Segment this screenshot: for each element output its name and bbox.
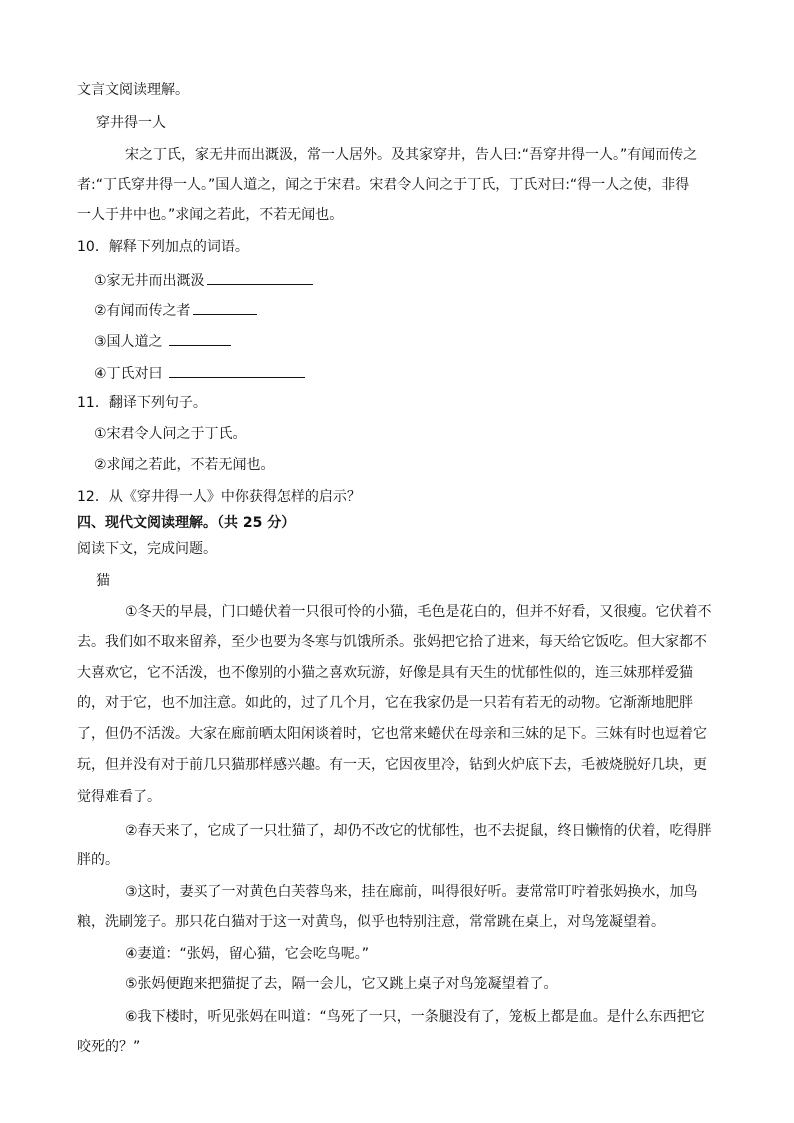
item-text: ③国人道之 (94, 334, 168, 350)
essay-line: ②春天来了，它成了一只壮猫了，却仍不改它的忧郁性，也不去捉鼠，终日懒惰的伏着，吃得胖 (125, 823, 712, 839)
item-text: ②有闻而传之者 (94, 303, 191, 319)
essay-line: 玩，但并没有对于前几只猫那样感兴趣。有一天，它因夜里冷，钻到火炉底下去，毛被烧脱好几块，更 (77, 757, 707, 773)
question-11-item: ②求闻之若此，不若无闻也。 (94, 457, 275, 473)
section-intro: 文言文阅读理解。 (77, 82, 189, 98)
question-10-item (94, 331, 231, 351)
essay-line: ⑤张妈便跑来把猫捉了去，隔一会儿，它又跳上桌子对鸟笼凝望着了。 (125, 976, 558, 992)
item-text: ①家无井而出溉汲 (94, 273, 205, 289)
question-11-item: ①宋君令人问之于丁氏。 (94, 426, 247, 442)
essay-line: 去。我们如不取来留养，至少也要为冬寒与饥饿所杀。张妈把它拾了进来，每天给它饭吃。但大家都不 (77, 634, 707, 650)
passage-line: 宋之丁氏，家无井而出溉汲，常一人居外。及其家穿井，告人曰:“吾穿井得一人。”有闻而传之 (125, 147, 698, 163)
passage-line: 一人于井中也。”求闻之若此，不若无闻也。 (77, 207, 344, 223)
item-text: ④丁氏对曰 (94, 366, 168, 382)
answer-blank[interactable] (193, 300, 257, 315)
essay-line: 的，对于它，也不加注意。如此的，过了几个月，它在我家仍是一只若有若无的动物。它渐渐地肥胖 (77, 695, 693, 711)
question-10-item (94, 300, 257, 320)
essay-line: 咬死的？” (77, 1039, 141, 1055)
essay-line: ④妻道：“张妈，留心猫，它会吃鸟呢。” (125, 946, 370, 962)
essay-line: 了，但仍不活泼。大家在廊前晒太阳闲谈着时，它也常来蜷伏在母亲和三妹的足下。三妹有时也逗着它 (77, 726, 707, 742)
passage-title: 穿井得一人 (96, 115, 166, 131)
answer-blank[interactable] (169, 363, 305, 378)
question-11-stem: 11．翻译下列句子。 (77, 395, 207, 411)
passage-line: 者:“丁氏穿井得一人。”国人道之，闻之于宋君。宋君令人问之于丁氏，丁氏对曰:“得一人之使，非得 (77, 177, 690, 193)
answer-blank[interactable] (207, 270, 313, 285)
essay-title: 猫 (96, 573, 110, 589)
essay-line: 胖的。 (77, 852, 119, 868)
essay-line: 大喜欢它，它不活泼，也不像别的小猫之喜欢玩游，好像是具有天生的忧郁性似的，连三妹那样爱猫 (77, 665, 693, 681)
essay-line: 粮，洗刷笼子。那只花白猫对于这一对黄鸟，似乎也特别注意，常常跳在桌上，对鸟笼凝望着。 (77, 914, 665, 930)
essay-line: ③这时，妻买了一对黄色白芙蓉鸟来，挂在廊前，叫得很好听。妻常常叮咛着张妈换水，加鸟 (125, 884, 698, 900)
question-10-stem: 10．解释下列加点的词语。 (77, 239, 249, 255)
essay-line: 觉得难看了。 (77, 789, 161, 805)
section-instruction: 阅读下文，完成问题。 (77, 541, 217, 557)
answer-blank[interactable] (169, 331, 231, 346)
question-10-item (94, 363, 305, 383)
essay-line: ⑥我下楼时，听见张妈在叫道：“鸟死了一只，一条腿没有了，笼板上都是血。是什么东西把它 (125, 1009, 705, 1025)
question-10-item (94, 270, 313, 290)
question-12: 12．从《穿井得一人》中你获得怎样的启示？ (77, 489, 361, 505)
essay-line: ①冬天的早晨，门口蜷伏着一只很可怜的小猫，毛色是花白的，但并不好看，又很瘦。它伏着不 (125, 604, 712, 620)
section-heading: 四、现代文阅读理解。（共 25 分） (77, 515, 296, 531)
